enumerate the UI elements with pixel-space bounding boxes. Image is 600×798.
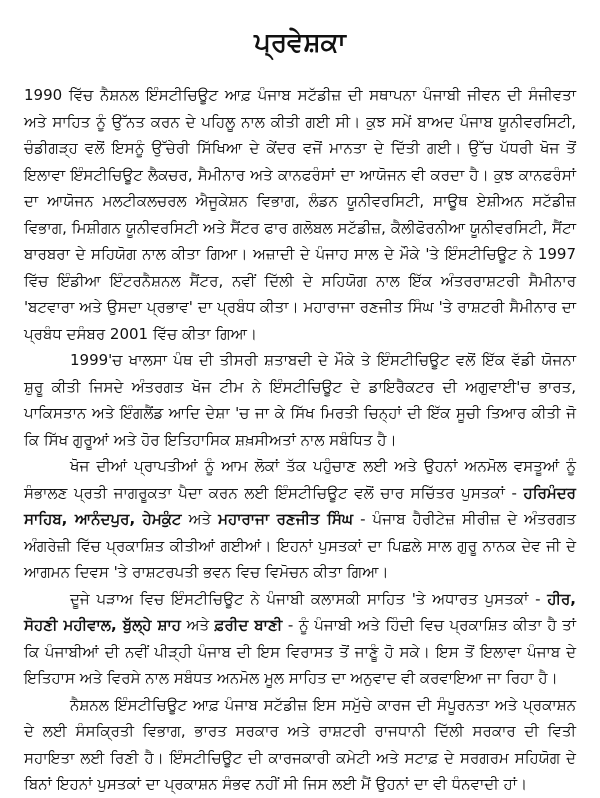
paragraph-1: 1990 ਵਿੱਚ ਨੈਸ਼ਨਲ ਇੰਸਟੀਚਿਊਟ ਆਫ਼ ਪੰਜਾਬ ਸਟੱਡੀਜ਼ ਦੀ ਸਥਾਪਨਾ ਪੰਜਾਬੀ ਜੀਵਨ ਦੀ ਸੰਜੀਵਤਾ ਅਤੇ ਸਾਹਿਤ ਨੂੰ ਉੱਨਤ ਕਰਨ ਦੇ ਪਹਿਲੂ ਨਾਲ ਕੀਤੀ ਗਈ ਸੀ। ਕੁਝ ਸਮੇਂ ਬਾਅਦ ਪੰਜਾਬ ਯੂਨੀਵਰਸਿਟੀ, ਚੰਡੀਗੜ੍ਹ ਵਲੋਂ ਇਸਨੂੰ ਉੱਚੇਰੀ ਸਿੱਖਿਆ ਦੇ ਕੇਂਦਰ ਵਜੋਂ ਮਾਨਤਾ ਦੇ ਦਿੱਤੀ ਗਈ। ਉੱਚ ਪੱਧਰੀ ਖੋਜ ਤੋਂ ਇਲਾਵਾ ਇੰਸਟੀਚਿਊਟ ਲੈਕਚਰ, ਸੈਮੀਨਾਰ ਅਤੇ ਕਾਨਫਰੰਸਾਂ ਦਾ ਆਯੋਜਨ ਵੀ ਕਰਦਾ ਹੈ। ਕੁਝ ਕਾਨਫਰੰਸਾਂ ਦਾ ਆਯੋਜਨ ਮਲਟੀਕਲਚਰਲ ਐਜੂਕੇਸ਼ਨ ਵਿਭਾਗ, ਲੰਡਨ ਯੂਨੀਵਰਸਿਟੀ, ਸਾਊਥ ਏਸ਼ੀਅਨ ਸਟੱਡੀਜ਼ ਵਿਭਾਗ, ਮਿਸ਼ੀਗਨ ਯੂਨੀਵਰਸਿਟੀ ਅਤੇ ਸੈਂਟਰ ਫਾਰ ਗਲੋਬਲ ਸਟੱਡੀਜ਼, ਕੈਲੀਫੋਰਨੀਆ ਯੂਨੀਵਰਸਿਟੀ, ਸੈਂਟਾ ਬਾਰਬਰਾ ਦੇ ਸਹਿਯੋਗ ਨਾਲ ਕੀਤਾ ਗਿਆ। ਅਜ਼ਾਦੀ ਦੇ ਪੰਜਾਹ ਸਾਲ ਦੇ ਮੌਕੇ 'ਤੇ ਇੰਸਟੀਚਿਊਟ ਨੇ 1997 ਵਿੱਚ ਇੰਡੀਆ ਇੰਟਰਨੈਸ਼ਨਲ ਸੈਂਟਰ, ਨਵੀਂ ਦਿੱਲੀ ਦੇ ਸਹਿਯੋਗ ਨਾਲ ਇੱਕ ਅੰਤਰਰਾਸ਼ਟਰੀ ਸੈਮੀਨਾਰ 'ਬਟਵਾਰਾ ਅਤੇ ਉਸਦਾ ਪ੍ਰਭਾਵ' ਦਾ ਪ੍ਰਬੰਧ ਕੀਤਾ। ਮਹਾਰਾਜਾ ਰਣਜੀਤ ਸਿੰਘ 'ਤੇ ਰਾਸ਼ਟਰੀ ਸੈਮੀਨਾਰ ਦਾ ਪ੍ਰਬੰਧ ਦਸੰਬਰ 2001 ਵਿੱਚ ਕੀਤਾ ਗਿਆ। [24,86,576,343]
paragraph-5: ਨੈਸ਼ਨਲ ਇੰਸਟੀਚਿਊਟ ਆਫ਼ ਪੰਜਾਬ ਸਟੱਡੀਜ਼ ਇਸ ਸਮੁੱਚੇ ਕਾਰਜ ਦੀ ਸੰਪੂਰਨਤਾ ਅਤੇ ਪ੍ਰਕਾਸ਼ਨ ਦੇ ਲਈ ਸੰਸਕ੍ਰਿਤੀ ਵਿਭਾਗ, ਭਾਰਤ ਸਰਕਾਰ ਅਤੇ ਰਾਸ਼ਟਰੀ ਰਾਜਧਾਨੀ ਦਿੱਲੀ ਸਰਕਾਰ ਦੀ ਵਿਤੀ ਸਹਾਇਤਾ ਲਈ ਰਿਣੀ ਹੈ। ਇੰਸਟੀਚਿਊਟ ਦੀ ਕਾਰਜਕਾਰੀ ਕਮੇਟੀ ਅਤੇ ਸਟਾਫ਼ ਦੇ ਸਰਗਰਮ ਸਹਿਯੋਗ ਦੇ ਬਿਨਾਂ ਇਹਨਾਂ ਪੁਸਤਕਾਂ ਦਾ ਪ੍ਰਕਾਸ਼ਨ ਸੰਭਵ ਨਹੀਂ ਸੀ ਜਿਸ ਲਈ ਮੈਂ ਉਹਨਾਂ ਦਾ ਵੀ ਧੰਨਵਾਦੀ ਹਾਂ। [24,695,576,793]
book-titles-bold-3: ਹੀਰ, ਸੋਹਣੀ ਮਹੀਵਾਲ, ਬੁੱਲ੍ਹੇ ਸ਼ਾਹ [24,589,576,634]
paragraph-2: 1999'ਚ ਖਾਲਸਾ ਪੰਥ ਦੀ ਤੀਸਰੀ ਸ਼ਤਾਬਦੀ ਦੇ ਮੌਕੇ ਤੇ ਇੰਸਟੀਚਿਊਟ ਵਲੋਂ ਇੱਕ ਵੱਡੀ ਯੋਜਨਾ ਸ਼ੁਰੂ ਕੀਤੀ ਜਿਸਦੇ ਅੰਤਰਗਤ ਖੋਜ ਟੀਮ ਨੇ ਇੰਸਟੀਚਿਊਟ ਦੇ ਡਾਇਰੈਕਟਰ ਦੀ ਅਗੁਵਾਈ'ਚ ਭਾਰਤ, ਪਾਕਿਸਤਾਨ ਅਤੇ ਇੰਗਲੈਂਡ ਆਦਿ ਦੇਸ਼ਾ 'ਚ ਜਾ ਕੇ ਸਿੱਖ ਮਿਰਤੀ ਚਿਨ੍ਹਾਂ ਦੀ ਇੱਕ ਸੂਚੀ ਤਿਆਰ ਕੀਤੀ ਜੋ ਕਿ ਸਿੱਖ ਗੁਰੂਆਂ ਅਤੇ ਹੋਰ ਇਤਿਹਾਸਿਕ ਸ਼ਖ਼ਸੀਅਤਾਂ ਨਾਲ ਸਬੰਧਿਤ ਹੈ। [24,351,576,449]
paragraph-4 [24,586,576,692]
paragraph-3-conjunction: ਅਤੇ [181,510,219,528]
paragraph-3 [24,453,576,586]
page-title: ਪ੍ਰਵੇਸ਼ਕਾ [254,28,346,58]
paragraph-4-conjunction: ਅਤੇ [180,616,215,634]
book-titles-bold-4: ਫ਼ਰੀਦ ਬਾਣੀ [214,616,283,634]
book-titles-bold-1: ਹਰਿਮੰਦਰ ਸਾਹਿਬ, ਆਨੰਦਪੁਰ, ਹੇਮਕੁੰਟ [24,483,576,528]
paragraph-3-text-end: - ਪੰਜਾਬ ਹੈਰੀਟੇਜ਼ ਸੀਰੀਜ਼ ਦੇ ਅੰਤਰਗਤ ਅੰਗਰੇਜ਼ੀ ਵਿੱਚ ਪ੍ਰਕਾਸ਼ਿਤ ਕੀਤੀਆਂ ਗਈਆਂ। ਇਹਨਾਂ ਪੁਸਤਕਾਂ ਦਾ ਪਿਛਲੇ ਸਾਲ ਗੁਰੂ ਨਾਨਕ ਦੇਵ ਜੀ ਦੇ ਆਗਮਨ ਦਿਵਸ 'ਤੇ ਰਾਸ਼ਟਰਪਤੀ ਭਵਨ ਵਿਚ ਵਿਮੋਚਨ ਕੀਤਾ ਗਿਆ। [24,510,577,581]
paragraph-4-text: ਦੂਜੇ ਪੜਾਅ ਵਿਚ ਇੰਸਟੀਚਿਊਟ ਨੇ ਪੰਜਾਬੀ ਕਲਾਸਕੀ ਸਾਹਿਤ 'ਤੇ ਅਧਾਰਤ ਪੁਸਤਕਾਂ - [70,589,548,608]
document-page [24,26,576,798]
paragraph-4-text-end: - ਨੂੰ ਪੰਜਾਬੀ ਅਤੇ ਹਿੰਦੀ ਵਿਚ ਪ੍ਰਕਾਸ਼ਿਤ ਕੀਤਾ ਹੈ ਤਾਂ ਕਿ ਪੰਜਾਬੀਆਂ ਦੀ ਨਵੀਂ ਪੀੜ੍ਹੀ ਪੰਜਾਬ ਦੀ ਇਸ ਵਿਰਾਸਤ ਤੋਂ ਜਾਣੂੰ ਹੋ ਸਕੇ। ਇਸ ਤੋਂ ਇਲਾਵਾ ਪੰਜਾਬ ਦੇ ਇਤਿਹਾਸ ਅਤੇ ਵਿਰਸੇ ਨਾਲ ਸਬੰਧਤ ਅਨਮੋਲ ਮੂਲ ਸਾਹਿਤ ਦਾ ਅਨੁਵਾਦ ਵੀ ਕਰਵਾਇਆ ਜਾ ਰਿਹਾ ਹੈ। [24,616,576,687]
book-titles-bold-2: ਮਹਾਰਾਜਾ ਰਣਜੀਤ ਸਿੰਘ [218,510,354,528]
paragraph-3-text: ਖੋਜ ਦੀਆਂ ਪ੍ਰਾਪਤੀਆਂ ਨੂੰ ਆਮ ਲੋਕਾਂ ਤੱਕ ਪਹੁੰਚਾਣ ਲਈ ਅਤੇ ਉਹਨਾਂ ਅਨਮੋਲ ਵਸਤੂਆਂ ਨੂੰ ਸੰਭਾਲਣ ਪ੍ਰਤੀ ਜਾਗਰੂਕਤਾ ਪੈਦਾ ਕਰਨ ਲਈ ਇੰਸਟੀਚਿਊਟ ਵਲੋਂ ਚਾਰ ਸਚਿੱਤਰ ਪੁਸਤਕਾਂ - [24,457,576,502]
